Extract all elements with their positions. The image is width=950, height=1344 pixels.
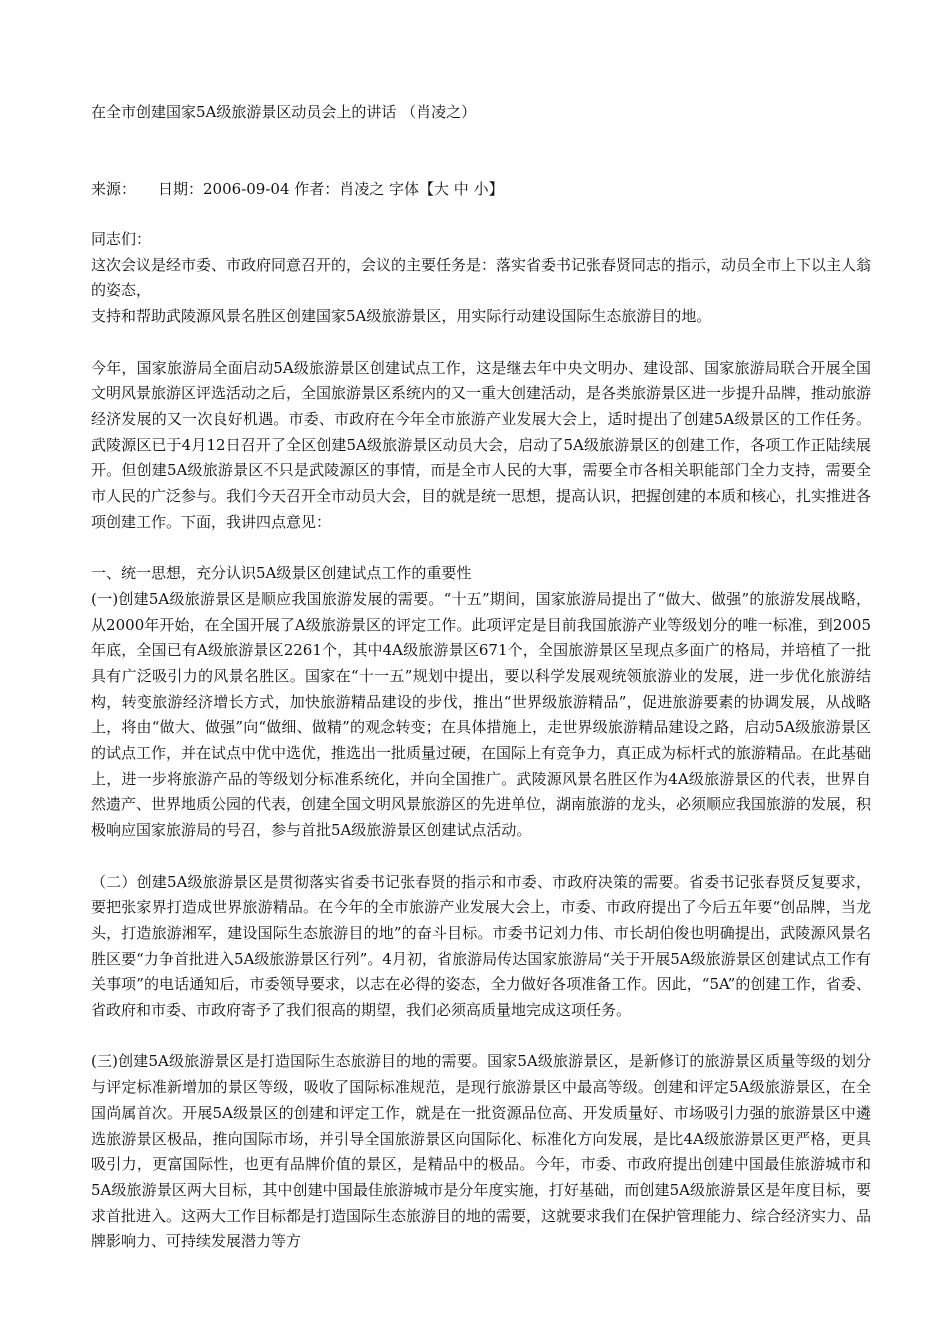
- paragraph-5: (三)创建5A级旅游景区是打造国际生态旅游目的地的需要。国家5A级旅游景区，是新修订的旅游景区质量等级的划分与评定标准新增加的景区等级，吸收了国际标准规范，是现行旅游景区中最高等级。创建和评定5A级旅游景区，在全国尚属首次。开展5A级景区的创建和评定工作，就是在一批资源品位高、开发质量好、市场吸引力强的旅游景区中遴选旅游景区极品，推向国际市场，并引导全国旅游景区向国际化、标准化方向发展，是比4A级旅游景区更严格，更具吸引力，更富国际性，也更有品牌价值的景区，是精品中的极品。今年，市委、市政府提出创建中国最佳旅游城市和5A级旅游景区两大目标，其中创建中国最佳旅游城市是分年度实施，打好基础，而创建5A级旅游景区是年度目标，要求首批进入。这两大工作目标都是打造国际生态旅游目的地的需要，这就要求我们在保护管理能力、综合经济实力、品牌影响力、可持续发展潜力等方: [91, 1052, 872, 1251]
- meta-details: 日期：2006-09-04 作者：肖凌之 字体【大 中 小】: [158, 180, 504, 198]
- section-heading-1: 一、统一思想，充分认识5A级景区创建试点工作的重要性: [91, 564, 472, 583]
- paragraph-4: （二）创建5A级旅游景区是贯彻落实省委书记张春贤的指示和市委、市政府决策的需要。省委书记张春贤反复要求，要把张家界打造成世界旅游精品。在今年的全市旅游产业发展大会上，市委、市政府提出了今后五年要“创品牌，当龙头，打造旅游湘军，建设国际生态旅游目的地”的奋斗目标。市委书记刘力伟、市长胡伯俊也明确提出，武陵源风景名胜区要“力争首批进入5A级旅游景区行列”。4月初，省旅游局传达国家旅游局“关于开展5A级旅游景区创建试点工作有关事项”的电话通知后，市委领导要求，以志在必得的姿态，全力做好各项准备工作。因此，“5A”的创建工作，省委、省政府和市委、市政府寄予了我们很高的期望，我们必须高质量地完成这项任务。: [91, 872, 871, 1020]
- paragraph-1b: 支持和帮助武陵源风景名胜区创建国家5A级旅游景区，用实际行动建设国际生态旅游目的地。: [91, 307, 712, 326]
- document-title: 在全市创建国家5A级旅游景区动员会上的讲话 （肖凌之）: [91, 103, 477, 121]
- greeting: 同志们：: [91, 230, 152, 248]
- paragraph-2: 今年，国家旅游局全面启动5A级旅游景区创建试点工作，这是继去年中央文明办、建设部、国家旅游局联合开展全国文明风景旅游区评选活动之后，全国旅游景区系统内的又一重大创建活动，是各类旅游景区进一步提升品牌，推动旅游经济发展的又一次良好机遇。市委、市政府在今年全市旅游产业发展大会上，适时提出了创建5A级景区的工作任务。武陵源区已于4月12日召开了全区创建5A级旅游景区动员大会，启动了5A级旅游景区的创建工作，各项工作正陆续展开。但创建5A级旅游景区不只是武陵源区的事情，而是全市人民的大事，需要全市各相关职能部门全力支持，需要全市人民的广泛参与。我们今天召开全市动员大会，目的就是统一思想，提高认识，把握创建的本质和核心，扎实推进各项创建工作。下面，我讲四点意见：: [91, 358, 872, 531]
- meta-source-label: 来源：: [91, 180, 137, 198]
- paragraph-1a: 这次会议是经市委、市政府同意召开的，会议的主要任务是：落实省委书记张春贤同志的指示，动员全市上下以主人翁的姿态，: [91, 255, 872, 300]
- paragraph-3: (一)创建5A级旅游景区是顺应我国旅游发展的需要。“十五”期间，国家旅游局提出了“做大、做强”的旅游发展战略，从2000年开始，在全国开展了A级旅游景区的评定工作。此项评定是目前我国旅游产业等级划分的唯一标准，到2005年底，全国已有A级旅游景区2261个，其中4A级旅游景区671个，全国旅游景区呈现点多面广的格局，并培植了一批具有广泛吸引力的风景名胜区。国家在“十一五”规划中提出，要以科学发展观统领旅游业的发展，进一步优化旅游结构，转变旅游经济增长方式，加快旅游精品建设的步伐，推出“世界级旅游精品”，促进旅游要素的协调发展，从战略上，将由“做大、做强”向“做细、做精”的观念转变；在具体措施上，走世界级旅游精品建设之路，启动5A级旅游景区的试点工作，并在试点中优中选优，推选出一批质量过硬，在国际上有竞争力，真正成为标杆式的旅游精品。在此基础上，进一步将旅游产品的等级划分标准系统化，并向全国推广。武陵源风景名胜区作为4A级旅游景区的代表，世界自然遗产、世界地质公园的代表，创建全国文明风景旅游区的先进单位，湖南旅游的龙头，必须顺应我国旅游的发展，积极响应国家旅游局的号召，参与首批5A级旅游景区创建试点活动。: [91, 589, 872, 840]
- document-meta: [91, 177, 871, 203]
- meta-line: [91, 177, 871, 203]
- document-body: [91, 227, 871, 1255]
